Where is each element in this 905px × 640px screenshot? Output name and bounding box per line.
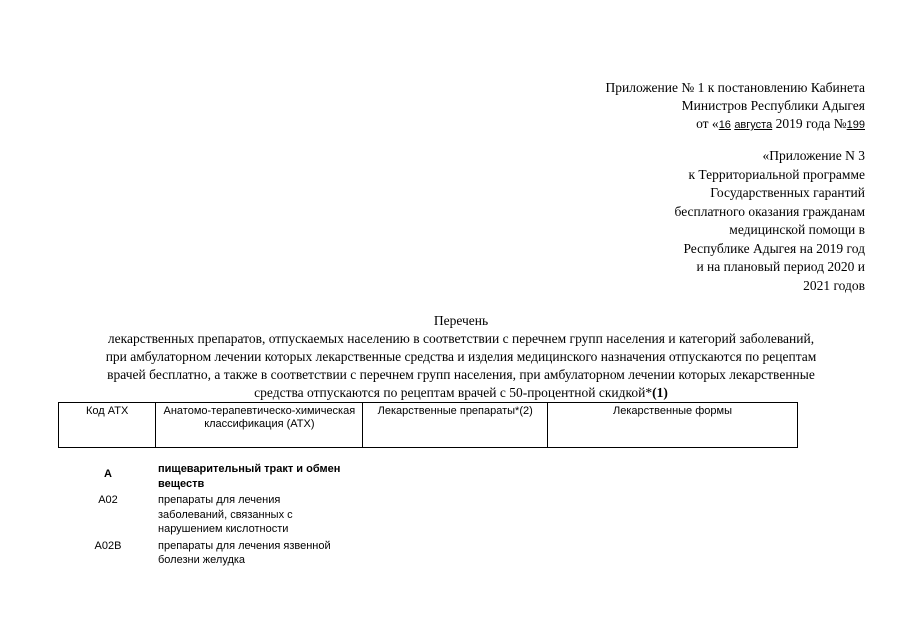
title-line-text: средства отпускаются по рецептам врачей с 50-процентной скидкой* xyxy=(254,385,653,400)
annex-3-line: медицинской помощи в xyxy=(729,222,865,237)
date-day: 16 xyxy=(718,119,731,131)
title-line: при амбулаторном лечении которых лекарственные средства и изделия медицинского назначения отпускаются по рецептам xyxy=(105,349,817,364)
atc-code: А02 xyxy=(98,494,118,506)
medication-list xyxy=(58,462,458,570)
title-line xyxy=(50,384,872,402)
annex-3-line: 2021 годов xyxy=(803,277,865,293)
header-atc-code: Код АТХ xyxy=(59,403,156,448)
title-line: лекарственных препаратов, отпускаемых населению в соответствии с перечнем групп населения и категорий заболеваний, xyxy=(107,331,815,346)
atc-name: препараты для лечения заболеваний, связанных с нарушением кислотности xyxy=(158,494,293,535)
annex-3-line: к Территориальной программе xyxy=(688,166,865,182)
annex-3-line: Государственных гарантий xyxy=(710,185,865,200)
atc-name: препараты для лечения язвенной болезни желудка xyxy=(158,539,331,566)
annex-1-date-line xyxy=(535,115,865,134)
annex-1-reference xyxy=(535,79,865,134)
annex-3-reference xyxy=(605,147,865,295)
atc-code: А xyxy=(104,468,112,480)
annex-3-line: бесплатного оказания гражданам xyxy=(674,203,865,219)
document-title xyxy=(50,312,872,402)
atc-code: А02В xyxy=(94,539,122,552)
header-medications: Лекарственные препараты*(2) xyxy=(363,403,548,448)
resolution-number: 199 xyxy=(846,119,865,131)
medication-table-header xyxy=(58,402,798,448)
table-row xyxy=(58,539,458,568)
annex-3-line: Республике Адыгея на 2019 год xyxy=(683,240,865,256)
header-dosage-forms: Лекарственные формы xyxy=(548,403,798,448)
header-atc-classification: Анатомо-терапевтическо-химическая классификация (АТХ) xyxy=(156,403,363,448)
table-row xyxy=(58,462,458,491)
date-year: 2019 года № xyxy=(772,116,847,131)
title-heading: Перечень xyxy=(433,313,489,328)
title-line: врачей бесплатно, а также в соответствии с перечнем групп населения, при амбулаторном лечении которых лекарственные xyxy=(107,367,815,382)
annex-3-line: «Приложение N 3 xyxy=(762,148,865,163)
date-prefix: от « xyxy=(696,116,719,131)
date-month: августа xyxy=(734,119,773,131)
atc-name: пищеварительный тракт и обмен веществ xyxy=(158,463,341,490)
annex-1-line-2: Министров Республики Адыгея xyxy=(681,98,865,113)
table-row xyxy=(58,493,458,537)
annex-1-line-1: Приложение № 1 к постановлению Кабинета xyxy=(605,80,865,95)
footnote-marker: (1) xyxy=(652,385,668,400)
annex-3-line: и на плановый период 2020 и xyxy=(696,259,865,274)
